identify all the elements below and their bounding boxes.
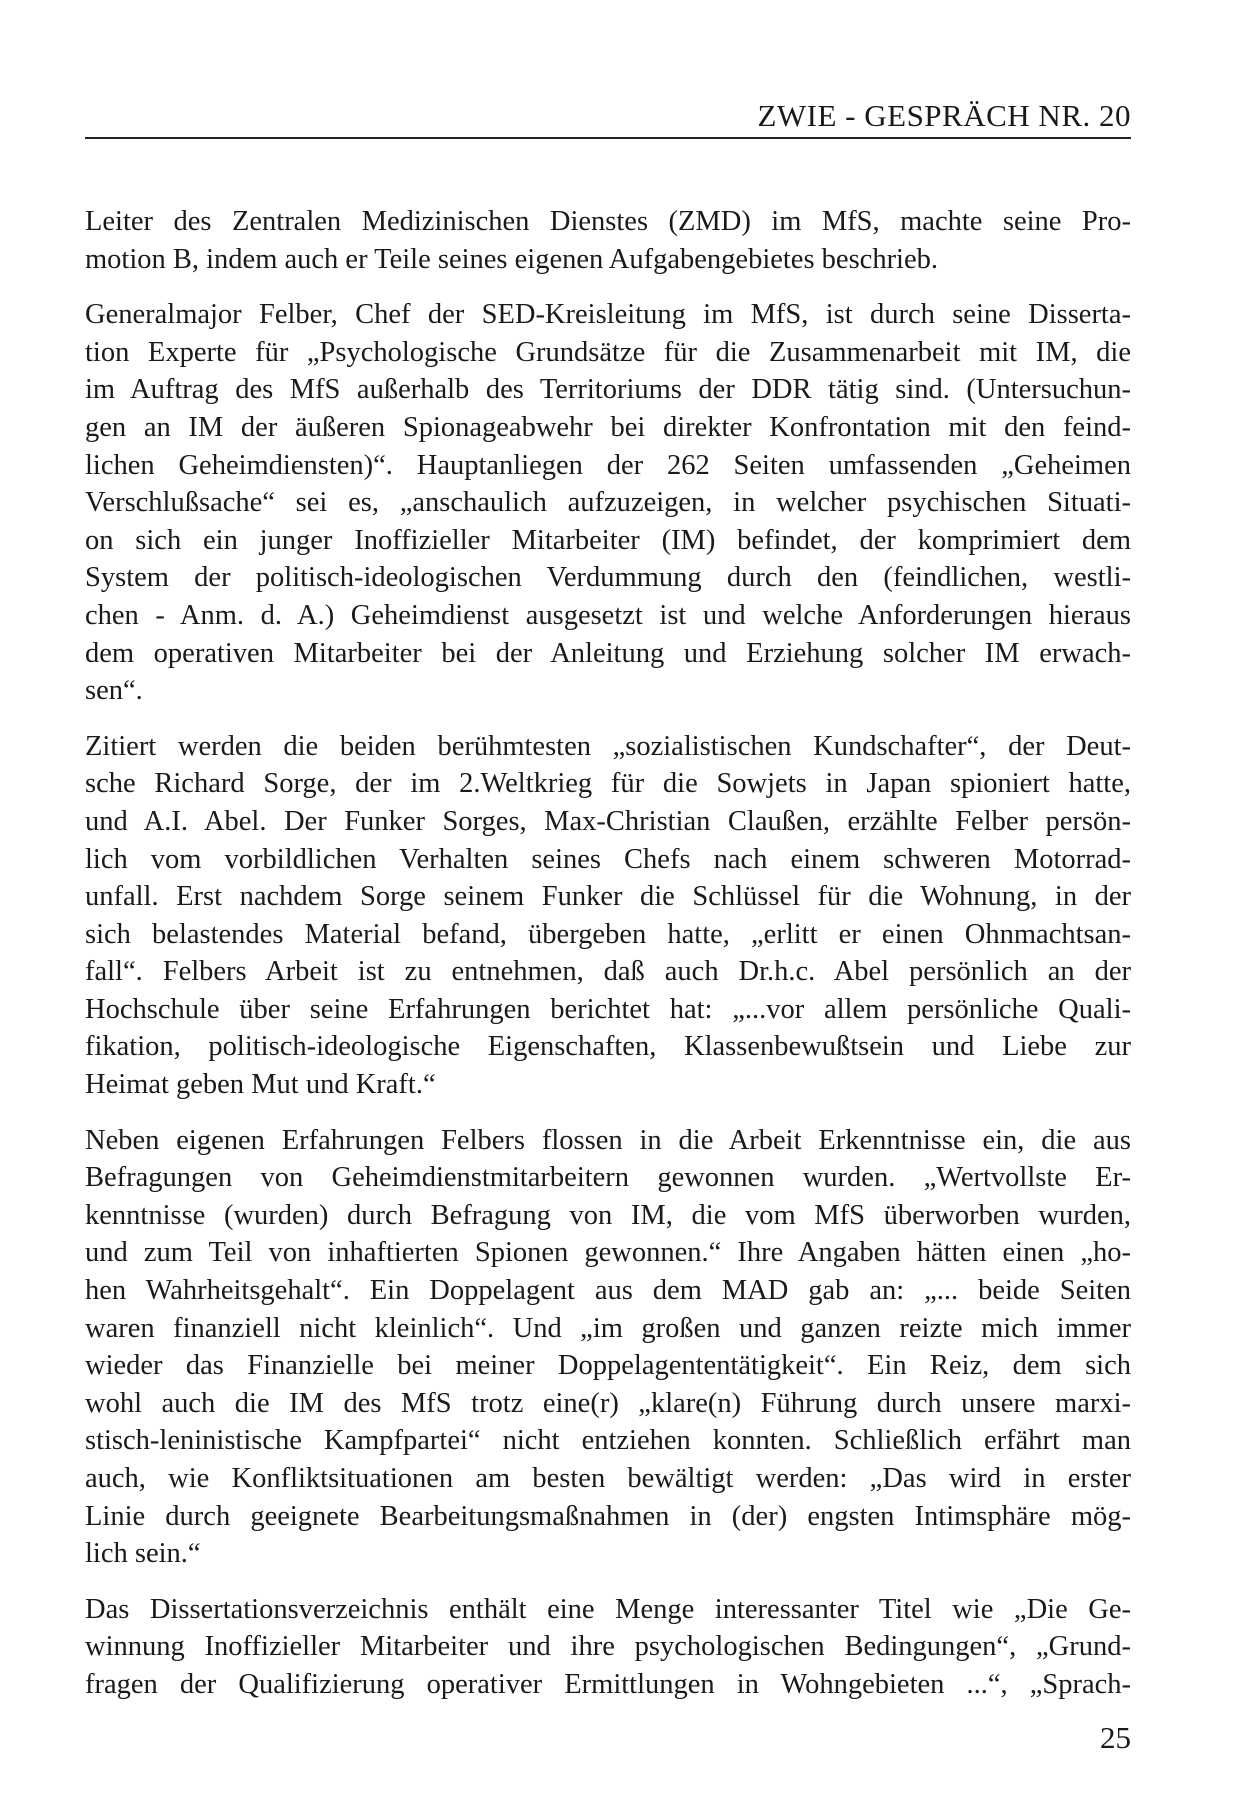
text-line: und zum Teil von inhaftierten Spionen gewonnen.“ Ihre Angaben hätten einen „ho- — [85, 1237, 1131, 1269]
text-line: stisch-leninistische Kampfpartei“ nicht entziehen konnten. Schließlich erfährt man — [85, 1425, 1131, 1457]
text-line: System der politisch-ideologischen Verdummung durch den (feindlichen, westli- — [85, 562, 1131, 594]
text-line: Zitiert werden die beiden berühmtesten „sozialistischen Kundschafter“, der Deut- — [85, 730, 1131, 762]
text-line: lich vom vorbildlichen Verhalten seines Chefs nach einem schweren Motorrad- — [85, 843, 1131, 875]
paragraph — [85, 1122, 1131, 1573]
text-line: kenntnisse (wurden) durch Befragung von IM, die vom MfS überworben wurden, — [85, 1199, 1131, 1231]
text-line: winnung Inoffizieller Mitarbeiter und ihre psychologischen Bedingungen“, „Grund- — [85, 1631, 1131, 1663]
text-line: on sich ein junger Inoffizieller Mitarbeiter (IM) befindet, der komprimiert dem — [85, 524, 1131, 556]
text-line: sche Richard Sorge, der im 2.Weltkrieg für die Sowjets in Japan spioniert hatte, — [85, 768, 1131, 800]
text-line: sich belastendes Material befand, übergeben hatte, „erlitt er einen Ohnmachtsan- — [85, 918, 1131, 950]
text-line: sen“. — [85, 675, 143, 707]
text-line: Linie durch geeignete Bearbeitungsmaßnahmen in (der) engsten Intimsphäre mög- — [85, 1500, 1131, 1532]
running-head: ZWIE - GESPRÄCH NR. 20 — [757, 98, 1131, 133]
text-line: Heimat geben Mut und Kraft.“ — [85, 1069, 436, 1101]
body-text — [85, 203, 1131, 1722]
paragraph — [85, 728, 1131, 1104]
text-line: lich sein.“ — [85, 1538, 201, 1570]
text-line: motion B, indem auch er Teile seines eigenen Aufgabengebietes beschrieb. — [85, 243, 938, 275]
text-line: unfall. Erst nachdem Sorge seinem Funker die Schlüssel für die Wohnung, in der — [85, 881, 1131, 913]
text-line: chen - Anm. d. A.) Geheimdienst ausgesetzt ist und welche Anforderungen hieraus — [85, 599, 1131, 631]
text-line: fragen der Qualifizierung operativer Ermittlungen in Wohngebieten ...“, „Sprach- — [85, 1668, 1131, 1700]
document-page — [85, 0, 1131, 1815]
text-line: und A.I. Abel. Der Funker Sorges, Max-Christian Claußen, erzählte Felber persön- — [85, 805, 1131, 837]
text-line: wieder das Finanzielle bei meiner Doppelagententätigkeit“. Ein Reiz, dem sich — [85, 1350, 1131, 1382]
text-line: dem operativen Mitarbeiter bei der Anleitung und Erziehung solcher IM erwach- — [85, 637, 1131, 669]
text-line: im Auftrag des MfS außerhalb des Territoriums der DDR tätig sind. (Untersuchun- — [85, 374, 1131, 406]
text-line: gen an IM der äußeren Spionageabwehr bei direkter Konfrontation mit den feind- — [85, 411, 1131, 443]
text-line: Hochschule über seine Erfahrungen berichtet hat: „...vor allem persönliche Quali- — [85, 993, 1131, 1025]
text-line: fall“. Felbers Arbeit ist zu entnehmen, daß auch Dr.h.c. Abel persönlich an der — [85, 956, 1131, 988]
text-line: tion Experte für „Psychologische Grundsätze für die Zusammenarbeit mit IM, die — [85, 336, 1131, 368]
paragraph — [85, 203, 1131, 278]
text-line: lichen Geheimdiensten)“. Hauptanliegen der 262 Seiten umfassenden „Geheimen — [85, 449, 1131, 481]
text-line: wohl auch die IM des MfS trotz eine(r) „klare(n) Führung durch unsere marxi- — [85, 1387, 1131, 1419]
text-line: Verschlußsache“ sei es, „anschaulich aufzuzeigen, in welcher psychischen Situati- — [85, 487, 1131, 519]
paragraph — [85, 296, 1131, 710]
page-number: 25 — [1100, 1720, 1131, 1755]
text-line: hen Wahrheitsgehalt“. Ein Doppelagent aus dem MAD gab an: „... beide Seiten — [85, 1275, 1131, 1307]
text-line: Befragungen von Geheimdienstmitarbeitern gewonnen wurden. „Wertvollste Er- — [85, 1162, 1131, 1194]
text-line: waren finanziell nicht kleinlich“. Und „im großen und ganzen reizte mich immer — [85, 1312, 1131, 1344]
header-rule — [85, 137, 1131, 139]
text-line: Leiter des Zentralen Medizinischen Dienstes (ZMD) im MfS, machte seine Pro- — [85, 206, 1131, 237]
paragraph — [85, 1591, 1131, 1704]
text-line: Generalmajor Felber, Chef der SED-Kreisleitung im MfS, ist durch seine Disserta- — [85, 299, 1131, 331]
text-line: fikation, politisch-ideologische Eigenschaften, Klassenbewußtsein und Liebe zur — [85, 1031, 1131, 1063]
text-line: auch, wie Konfliktsituationen am besten bewältigt werden: „Das wird in erster — [85, 1463, 1131, 1494]
text-line: Neben eigenen Erfahrungen Felbers flossen in die Arbeit Erkenntnisse ein, die aus — [85, 1124, 1131, 1156]
text-line: Das Dissertationsverzeichnis enthält eine Menge interessanter Titel wie „Die Ge- — [85, 1593, 1131, 1625]
